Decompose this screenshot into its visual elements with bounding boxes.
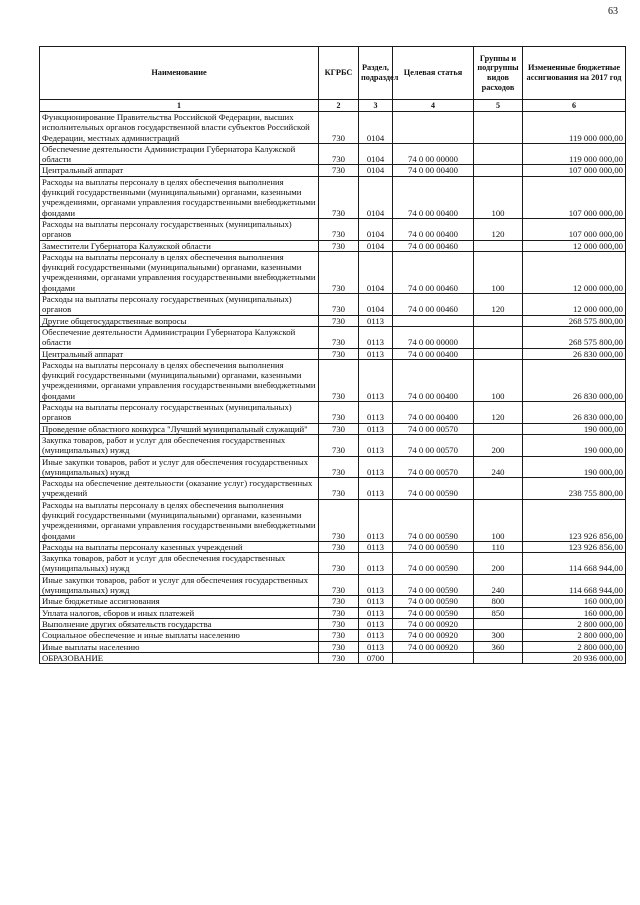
row-name: Иные закупки товаров, работ и услуг для обеспечения государственных (муниципальных) нужд (40, 574, 319, 596)
table-row (40, 218, 626, 240)
row-target: 74 0 00 00000 (393, 143, 474, 165)
header-changed: Измененные бюджетные ассигнования на 2017 год (523, 47, 626, 100)
table-row (40, 359, 626, 401)
row-group: 120 (474, 294, 523, 316)
row-amount: 20 936 000,00 (523, 652, 626, 663)
row-name: Расходы на выплаты персоналу в целях обеспечения выполнения функций государственными (муниципальными) органами, казенными учреждениями, органами управления государственными внебюджетными фондами (40, 176, 319, 218)
row-section: 0113 (359, 478, 393, 500)
row-target: 74 0 00 00000 (393, 326, 474, 348)
row-target: 74 0 00 00570 (393, 423, 474, 434)
row-name: Расходы на выплаты персоналу государственных (муниципальных) органов (40, 218, 319, 240)
row-name: Расходы на выплаты персоналу казенных учреждений (40, 541, 319, 552)
header-section: Раздел, подраздел (359, 47, 393, 100)
row-kgrbs: 730 (319, 596, 359, 607)
table-row (40, 326, 626, 348)
row-kgrbs: 730 (319, 607, 359, 618)
row-section: 0113 (359, 315, 393, 326)
row-section: 0113 (359, 541, 393, 552)
row-name: Расходы на выплаты персоналу государственных (муниципальных) органов (40, 402, 319, 424)
row-amount: 123 926 856,00 (523, 499, 626, 541)
column-number: 6 (523, 100, 626, 112)
header-name: Наименование (40, 47, 319, 100)
row-group: 300 (474, 630, 523, 641)
row-section: 0113 (359, 574, 393, 596)
row-name: ОБРАЗОВАНИЕ (40, 652, 319, 663)
row-group: 800 (474, 596, 523, 607)
row-amount: 107 000 000,00 (523, 218, 626, 240)
row-kgrbs: 730 (319, 165, 359, 176)
row-kgrbs: 730 (319, 218, 359, 240)
row-group (474, 348, 523, 359)
row-name: Расходы на выплаты персоналу в целях обеспечения выполнения функций государственными (муниципальными) органами, казенными учреждениями, органами управления государственными внебюджетными фондами (40, 499, 319, 541)
table-row (40, 478, 626, 500)
row-target: 74 0 00 00590 (393, 553, 474, 575)
row-target: 74 0 00 00920 (393, 618, 474, 629)
table-row (40, 348, 626, 359)
row-section: 0104 (359, 176, 393, 218)
row-group (474, 618, 523, 629)
table-row (40, 553, 626, 575)
row-kgrbs: 730 (319, 315, 359, 326)
row-amount: 107 000 000,00 (523, 176, 626, 218)
row-group (474, 423, 523, 434)
row-target: 74 0 00 00400 (393, 218, 474, 240)
budget-table (39, 46, 626, 664)
row-name: Обеспечение деятельности Администрации Губернатора Калужской области (40, 143, 319, 165)
row-section: 0104 (359, 251, 393, 293)
row-section: 0113 (359, 641, 393, 652)
row-section: 0113 (359, 402, 393, 424)
row-section: 0104 (359, 143, 393, 165)
row-section: 0700 (359, 652, 393, 663)
row-target: 74 0 00 00460 (393, 294, 474, 316)
header-groups: Группы и подгруппы видов расходов (474, 47, 523, 100)
table-row (40, 630, 626, 641)
row-group: 120 (474, 402, 523, 424)
row-amount: 238 755 800,00 (523, 478, 626, 500)
row-kgrbs: 730 (319, 618, 359, 629)
row-target: 74 0 00 00590 (393, 541, 474, 552)
row-amount: 2 800 000,00 (523, 641, 626, 652)
table-row (40, 541, 626, 552)
row-amount: 119 000 000,00 (523, 143, 626, 165)
row-target: 74 0 00 00570 (393, 456, 474, 478)
row-target: 74 0 00 00400 (393, 165, 474, 176)
row-group: 100 (474, 176, 523, 218)
row-target: 74 0 00 00590 (393, 607, 474, 618)
table-row (40, 315, 626, 326)
row-group: 100 (474, 499, 523, 541)
row-amount: 268 575 800,00 (523, 326, 626, 348)
row-kgrbs: 730 (319, 641, 359, 652)
row-section: 0104 (359, 112, 393, 144)
row-name: Другие общегосударственные вопросы (40, 315, 319, 326)
row-section: 0113 (359, 326, 393, 348)
row-amount: 26 830 000,00 (523, 402, 626, 424)
row-group: 120 (474, 218, 523, 240)
row-section: 0113 (359, 423, 393, 434)
table-row (40, 176, 626, 218)
page-number: 63 (608, 6, 618, 17)
row-group (474, 240, 523, 251)
row-kgrbs: 730 (319, 574, 359, 596)
row-section: 0104 (359, 240, 393, 251)
row-kgrbs: 730 (319, 251, 359, 293)
table-row (40, 456, 626, 478)
row-name: Функционирование Правительства Российской Федерации, высших исполнительных органов государственной власти субъектов Российской Федерации, местных администраций (40, 112, 319, 144)
row-kgrbs: 730 (319, 112, 359, 144)
row-kgrbs: 730 (319, 348, 359, 359)
row-kgrbs: 730 (319, 478, 359, 500)
row-amount: 107 000 000,00 (523, 165, 626, 176)
row-amount: 160 000,00 (523, 596, 626, 607)
row-amount: 2 800 000,00 (523, 630, 626, 641)
row-group (474, 315, 523, 326)
row-target: 74 0 00 00590 (393, 596, 474, 607)
row-target (393, 112, 474, 144)
table-row (40, 607, 626, 618)
row-target: 74 0 00 00400 (393, 359, 474, 401)
header-target: Целевая статья (393, 47, 474, 100)
row-amount: 12 000 000,00 (523, 240, 626, 251)
row-kgrbs: 730 (319, 294, 359, 316)
row-section: 0113 (359, 596, 393, 607)
row-amount: 114 668 944,00 (523, 574, 626, 596)
row-target: 74 0 00 00460 (393, 240, 474, 251)
row-amount: 190 000,00 (523, 434, 626, 456)
row-section: 0113 (359, 618, 393, 629)
table-row (40, 423, 626, 434)
row-group (474, 326, 523, 348)
row-kgrbs: 730 (319, 402, 359, 424)
row-name: Расходы на выплаты персоналу в целях обеспечения выполнения функций государственными (муниципальными) органами, казенными учреждениями, органами управления государственными внебюджетными фондами (40, 359, 319, 401)
row-name: Уплата налогов, сборов и иных платежей (40, 607, 319, 618)
table-row (40, 294, 626, 316)
row-amount: 12 000 000,00 (523, 294, 626, 316)
row-kgrbs: 730 (319, 630, 359, 641)
column-number: 3 (359, 100, 393, 112)
row-amount: 190 000,00 (523, 456, 626, 478)
row-group: 360 (474, 641, 523, 652)
row-name: Закупка товаров, работ и услуг для обеспечения государственных (муниципальных) нужд (40, 434, 319, 456)
row-target: 74 0 00 00460 (393, 251, 474, 293)
table-row (40, 402, 626, 424)
row-kgrbs: 730 (319, 359, 359, 401)
row-section: 0113 (359, 499, 393, 541)
row-group: 850 (474, 607, 523, 618)
row-group: 110 (474, 541, 523, 552)
table-row (40, 596, 626, 607)
table-body (40, 112, 626, 664)
row-amount: 2 800 000,00 (523, 618, 626, 629)
row-name: Социальное обеспечение и иные выплаты населению (40, 630, 319, 641)
column-number-row (40, 100, 626, 112)
row-target: 74 0 00 00920 (393, 641, 474, 652)
table-row (40, 641, 626, 652)
row-name: Центральный аппарат (40, 348, 319, 359)
row-section: 0113 (359, 456, 393, 478)
row-name: Выполнение других обязательств государства (40, 618, 319, 629)
row-target: 74 0 00 00590 (393, 499, 474, 541)
row-kgrbs: 730 (319, 499, 359, 541)
row-target: 74 0 00 00570 (393, 434, 474, 456)
row-amount: 26 830 000,00 (523, 348, 626, 359)
table-header-row (40, 47, 626, 100)
row-kgrbs: 730 (319, 143, 359, 165)
row-amount: 114 668 944,00 (523, 553, 626, 575)
row-target: 74 0 00 00400 (393, 402, 474, 424)
table-row (40, 574, 626, 596)
row-section: 0104 (359, 165, 393, 176)
row-section: 0113 (359, 553, 393, 575)
row-name: Закупка товаров, работ и услуг для обеспечения государственных (муниципальных) нужд (40, 553, 319, 575)
row-target (393, 315, 474, 326)
row-name: Обеспечение деятельности Администрации Губернатора Калужской области (40, 326, 319, 348)
table-row (40, 652, 626, 663)
header-kgrbs: КГРБС (319, 47, 359, 100)
row-kgrbs: 730 (319, 456, 359, 478)
row-name: Расходы на выплаты персоналу в целях обеспечения выполнения функций государственными (муниципальными) органами, казенными учреждениями, органами управления государственными внебюджетными фондами (40, 251, 319, 293)
row-group (474, 652, 523, 663)
row-name: Заместители Губернатора Калужской области (40, 240, 319, 251)
row-group: 200 (474, 553, 523, 575)
row-kgrbs: 730 (319, 553, 359, 575)
column-number: 4 (393, 100, 474, 112)
row-amount: 26 830 000,00 (523, 359, 626, 401)
row-target: 74 0 00 00590 (393, 574, 474, 596)
row-group (474, 143, 523, 165)
table-row (40, 143, 626, 165)
row-kgrbs: 730 (319, 240, 359, 251)
table-row (40, 618, 626, 629)
row-section: 0104 (359, 218, 393, 240)
row-kgrbs: 730 (319, 541, 359, 552)
row-amount: 268 575 800,00 (523, 315, 626, 326)
row-group (474, 165, 523, 176)
row-target: 74 0 00 00400 (393, 348, 474, 359)
row-name: Иные выплаты населению (40, 641, 319, 652)
row-group: 200 (474, 434, 523, 456)
table-row (40, 434, 626, 456)
row-amount: 160 000,00 (523, 607, 626, 618)
row-kgrbs: 730 (319, 423, 359, 434)
row-target: 74 0 00 00920 (393, 630, 474, 641)
column-number: 2 (319, 100, 359, 112)
table-row (40, 165, 626, 176)
row-name: Проведение областного конкурса "Лучший муниципальный служащий" (40, 423, 319, 434)
row-kgrbs: 730 (319, 176, 359, 218)
row-group (474, 478, 523, 500)
row-name: Центральный аппарат (40, 165, 319, 176)
table-row (40, 240, 626, 251)
row-target (393, 652, 474, 663)
row-kgrbs: 730 (319, 434, 359, 456)
row-group: 240 (474, 574, 523, 596)
table-row (40, 251, 626, 293)
row-group: 240 (474, 456, 523, 478)
row-name: Расходы на обеспечение деятельности (оказание услуг) государственных учреждений (40, 478, 319, 500)
row-kgrbs: 730 (319, 326, 359, 348)
row-name: Иные закупки товаров, работ и услуг для обеспечения государственных (муниципальных) нужд (40, 456, 319, 478)
row-amount: 12 000 000,00 (523, 251, 626, 293)
row-section: 0113 (359, 348, 393, 359)
row-section: 0113 (359, 607, 393, 618)
row-group: 100 (474, 359, 523, 401)
row-section: 0104 (359, 294, 393, 316)
row-section: 0113 (359, 630, 393, 641)
row-group (474, 112, 523, 144)
column-number: 5 (474, 100, 523, 112)
row-amount: 119 000 000,00 (523, 112, 626, 144)
row-amount: 123 926 856,00 (523, 541, 626, 552)
row-name: Расходы на выплаты персоналу государственных (муниципальных) органов (40, 294, 319, 316)
row-group: 100 (474, 251, 523, 293)
row-name: Иные бюджетные ассигнования (40, 596, 319, 607)
row-amount: 190 000,00 (523, 423, 626, 434)
row-target: 74 0 00 00400 (393, 176, 474, 218)
row-kgrbs: 730 (319, 652, 359, 663)
row-target: 74 0 00 00590 (393, 478, 474, 500)
table-row (40, 499, 626, 541)
table-row (40, 112, 626, 144)
column-number: 1 (40, 100, 319, 112)
row-section: 0113 (359, 359, 393, 401)
row-section: 0113 (359, 434, 393, 456)
